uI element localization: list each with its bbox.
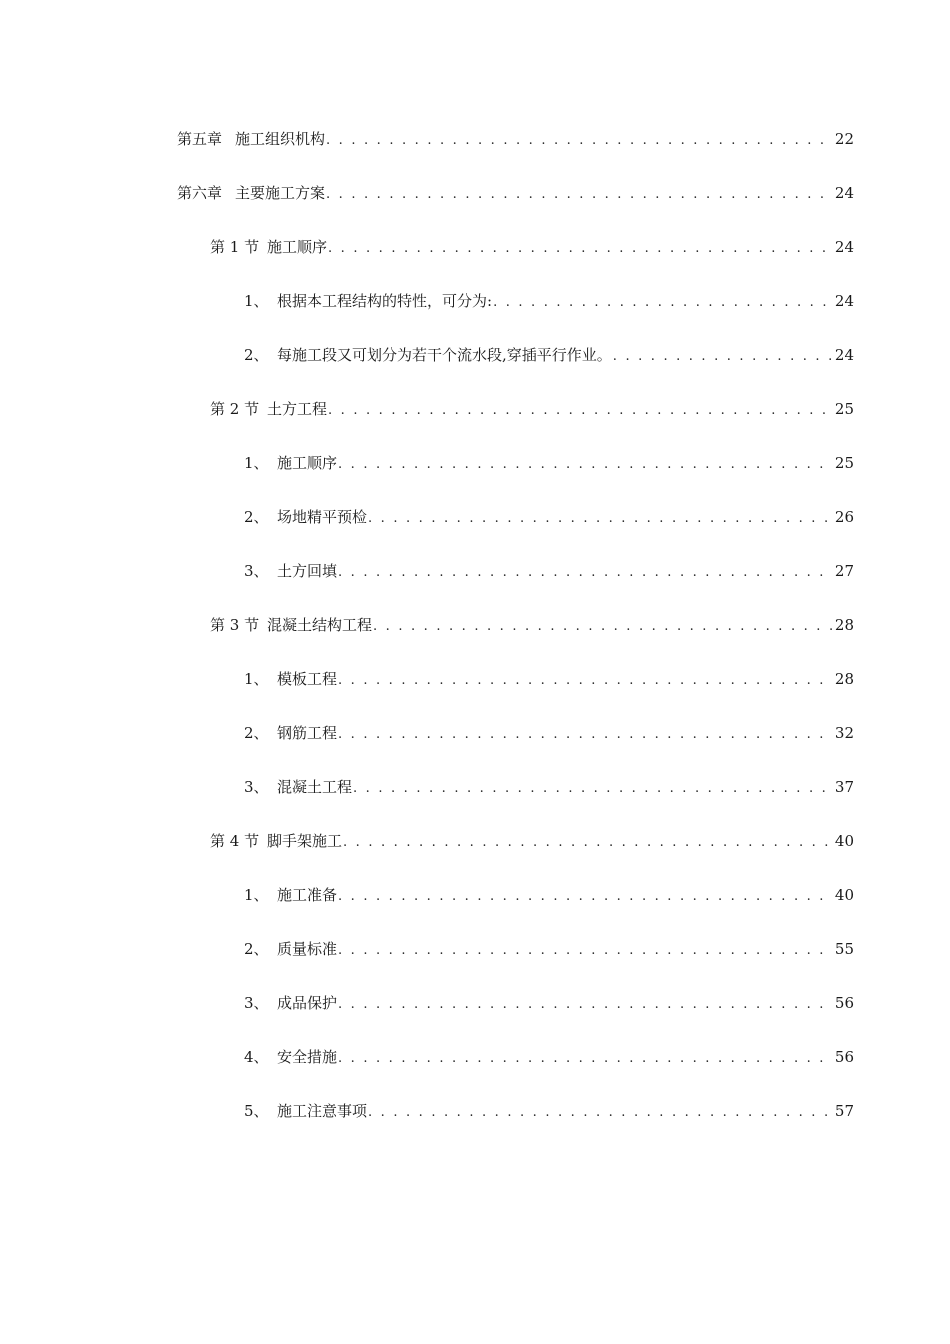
toc-entry-title: 脚手架施工 (267, 832, 343, 850)
toc-entry-page: 55 (834, 940, 854, 958)
toc-entry-number: 1、 (244, 670, 269, 688)
toc-entry-page: 26 (834, 508, 854, 526)
toc-entry-chapter-5[interactable] (177, 127, 854, 151)
toc-entry-page: 40 (834, 832, 854, 850)
toc-entry-number: 1、 (244, 292, 269, 310)
toc-entry-page: 28 (834, 616, 854, 634)
dot-leader (338, 723, 832, 747)
toc-entry-number: 1、 (244, 886, 269, 904)
toc-entry-page: 24 (834, 238, 854, 256)
dot-leader (338, 561, 832, 585)
toc-entry-item[interactable] (244, 1045, 854, 1069)
toc-entry-chapter-6[interactable] (177, 181, 854, 205)
toc-entry-item[interactable] (244, 937, 854, 961)
toc-entry-number: 2、 (244, 346, 269, 364)
toc-entry-title: 混凝土结构工程 (267, 616, 373, 634)
toc-entry-title: 主要施工方案 (235, 184, 326, 202)
toc-entry-title: 混凝土工程 (277, 778, 353, 796)
toc-entry-title: 质量标准 (277, 940, 338, 958)
toc-entry-number: 3、 (244, 562, 269, 580)
dot-leader (338, 993, 832, 1017)
toc-entry-page: 27 (834, 562, 854, 580)
toc-entry-title: 施工准备 (277, 886, 338, 904)
toc-entry-number: 2、 (244, 724, 269, 742)
toc-entry-number: 第 4 节 (210, 832, 260, 850)
toc-entry-section-4[interactable] (210, 829, 854, 853)
toc-entry-number: 第五章 (177, 130, 223, 148)
toc-entry-page: 56 (834, 994, 854, 1012)
toc-entry-section-3[interactable] (210, 613, 854, 637)
toc-entry-number: 第 1 节 (210, 238, 260, 256)
toc-entry-number: 3、 (244, 994, 269, 1012)
dot-leader (613, 345, 832, 369)
toc-entry-item[interactable] (244, 667, 854, 691)
toc-entry-section-2[interactable] (210, 397, 854, 421)
toc-entry-item[interactable] (244, 775, 854, 799)
toc-entry-page: 24 (834, 184, 854, 202)
dot-leader (353, 777, 832, 801)
toc-entry-title: 根据本工程结构的特性，可分为: (277, 292, 493, 310)
dot-leader (338, 1047, 832, 1071)
dot-leader (373, 615, 832, 639)
toc-entry-section-1[interactable] (210, 235, 854, 259)
toc-entry-item[interactable] (244, 721, 854, 745)
toc-entry-page: 25 (834, 454, 854, 472)
dot-leader (326, 129, 832, 153)
toc-entry-page: 22 (834, 130, 854, 148)
toc-entry-title: 模板工程 (277, 670, 338, 688)
toc-entry-title: 施工注意事项 (277, 1102, 368, 1120)
toc-entry-title: 土方回填 (277, 562, 338, 580)
dot-leader (368, 1101, 832, 1125)
toc-entry-item[interactable] (244, 1099, 854, 1123)
toc-entry-number: 1、 (244, 454, 269, 472)
toc-entry-number: 3、 (244, 778, 269, 796)
dot-leader (326, 183, 832, 207)
toc-entry-item[interactable] (244, 883, 854, 907)
toc-entry-page: 28 (834, 670, 854, 688)
toc-entry-page: 32 (834, 724, 854, 742)
toc-entry-title: 安全措施 (277, 1048, 338, 1066)
toc-entry-title: 场地精平预检 (277, 508, 368, 526)
toc-entry-number: 第 3 节 (210, 616, 260, 634)
dot-leader (338, 939, 832, 963)
dot-leader (493, 291, 832, 315)
toc-entry-title: 每施工段又可划分为若干个流水段,穿插平行作业。 (277, 346, 612, 364)
toc-entry-item[interactable] (244, 559, 854, 583)
toc-entry-page: 56 (834, 1048, 854, 1066)
toc-entry-number: 2、 (244, 508, 269, 526)
toc-entry-page: 37 (834, 778, 854, 796)
toc-entry-item[interactable] (244, 505, 854, 529)
toc-entry-title: 施工顺序 (267, 238, 328, 256)
dot-leader (328, 399, 832, 423)
toc-entry-title: 钢筋工程 (277, 724, 338, 742)
toc-entry-page: 57 (834, 1102, 854, 1120)
toc-entry-number: 2、 (244, 940, 269, 958)
toc-entry-item[interactable] (244, 451, 854, 475)
toc-entry-number: 第 2 节 (210, 400, 260, 418)
toc-entry-page: 25 (834, 400, 854, 418)
dot-leader (338, 885, 832, 909)
dot-leader (338, 669, 832, 693)
dot-leader (328, 237, 832, 261)
toc-entry-number: 4、 (244, 1048, 269, 1066)
toc-entry-page: 40 (834, 886, 854, 904)
toc-entry-item[interactable] (244, 343, 854, 367)
toc-entry-page: 24 (834, 346, 854, 364)
toc-entry-number: 第六章 (177, 184, 223, 202)
dot-leader (338, 453, 832, 477)
toc-entry-item[interactable] (244, 289, 854, 313)
toc-entry-item[interactable] (244, 991, 854, 1015)
dot-leader (368, 507, 832, 531)
toc-entry-title: 施工组织机构 (235, 130, 326, 148)
dot-leader (343, 831, 832, 855)
toc-entry-page: 24 (834, 292, 854, 310)
toc-entry-title: 成品保护 (277, 994, 338, 1012)
toc-entry-title: 施工顺序 (277, 454, 338, 472)
toc-entry-number: 5、 (244, 1102, 269, 1120)
toc-entry-title: 土方工程 (267, 400, 328, 418)
